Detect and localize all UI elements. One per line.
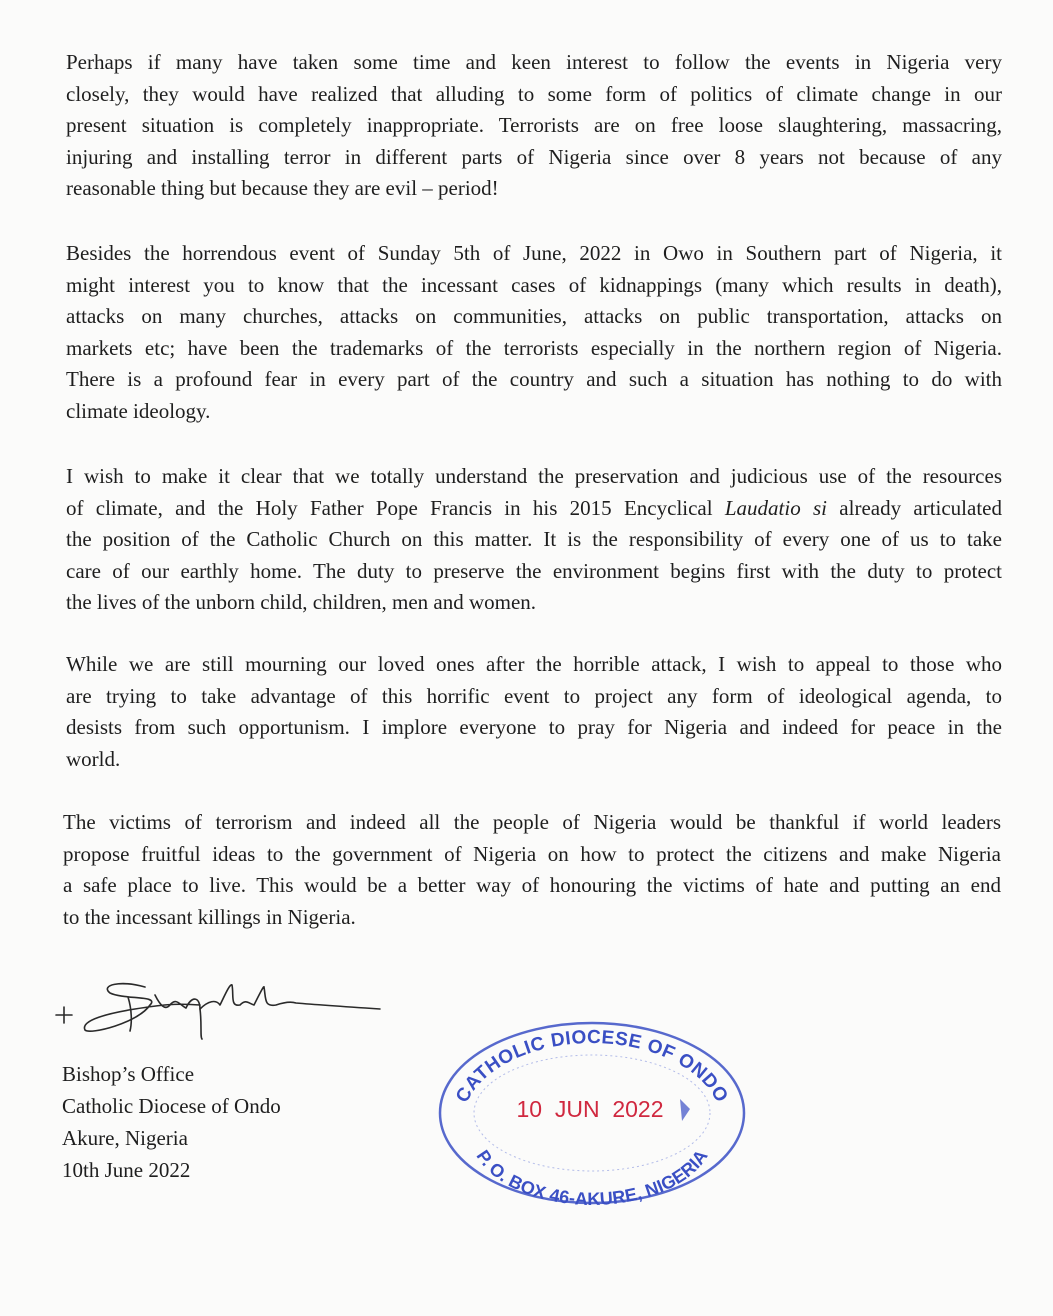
text-line: might interest you to know that the incessant cases of kidnappings (many which results in death), [66,272,1002,297]
text-line: to the incessant killings in Nigeria. [63,904,356,929]
bishop-signature [50,975,390,1045]
text-line: While we are still mourning our loved ones after the horrible attack, I wish to appeal to those who [66,652,1002,676]
text-segment: of climate, and the Holy Father Pope Francis in his 2015 Encyclical [66,495,725,520]
text-segment: already articulated [827,495,1002,520]
text-line: I wish to make it clear that we totally understand the preservation and judicious use of the resources [66,464,1002,488]
stamp-date: 10 JUN 2022 [516,1096,664,1122]
paragraph-5 [63,807,1001,933]
text-line: world. [66,746,121,771]
text-line: attacks on many churches, attacks on communities, attacks on public transportation, attacks on [66,304,1002,328]
text-line: the lives of the unborn child, children, men and women. [66,590,537,614]
stamp-arrow-icon [680,1099,690,1121]
stamp-top-text: CATHOLIC DIOCESE OF ONDO [452,1026,732,1107]
text-line: the position of the Catholic Church on this matter. It is the responsibility of every one of us to take [66,527,1002,551]
signoff-location: Akure, Nigeria [62,1126,188,1150]
text-line [66,493,1002,525]
paragraph-2 [66,238,1002,427]
text-line: There is a profound fear in every part of the country and such a situation has nothing to do with [66,367,1002,391]
text-line: climate ideology. [66,398,211,423]
text-line: present situation is completely inappropriate. Terrorists are on free loose slaughtering, massacring, [66,113,1002,137]
text-line: Perhaps if many have taken some time and keen interest to follow the events in Nigeria very [66,50,1002,74]
signoff-date: 10th June 2022 [62,1158,191,1182]
text-line: reasonable thing but because they are evil – period! [66,176,499,200]
encyclical-title: Laudatio si [724,495,828,520]
text-line: care of our earthly home. The duty to preserve the environment begins first with the duty to protect [66,558,1002,583]
text-line: injuring and installing terror in different parts of Nigeria since over 8 years not because of any [66,144,1002,169]
text-line: The victims of terrorism and indeed all the people of Nigeria would be thankful if world leaders [63,810,1001,834]
text-line: propose fruitful ideas to the government of Nigeria on how to protect the citizens and make Nigeria [63,841,1001,866]
text-line: a safe place to live. This would be a better way of honouring the victims of hate and putting an end [63,873,1001,897]
signoff-office: Bishop’s Office [62,1062,195,1086]
signoff-diocese: Catholic Diocese of Ondo [62,1094,281,1118]
text-line: closely, they would have realized that alluding to some form of politics of climate change in our [66,81,1002,106]
stamp-bottom-text: P. O. BOX 46-AKURE, NIGERIA [472,1146,712,1210]
paragraph-4 [66,649,1002,775]
paragraph-3 [66,461,1002,619]
text-line: markets etc; have been the trademarks of the terrorists especially in the northern region of Nigeria. [66,335,1002,360]
text-line: are trying to take advantage of this horrific event to project any form of ideological agenda, to [66,683,1002,708]
text-line: Besides the horrendous event of Sunday 5th of June, 2022 in Owo in Southern part of Nigeria, it [66,241,1002,265]
signoff-block [62,1058,281,1186]
text-line: desists from such opportunism. I implore everyone to pray for Nigeria and indeed for peace in the [66,715,1002,739]
diocese-stamp [432,1015,752,1210]
paragraph-1 [66,47,1002,205]
